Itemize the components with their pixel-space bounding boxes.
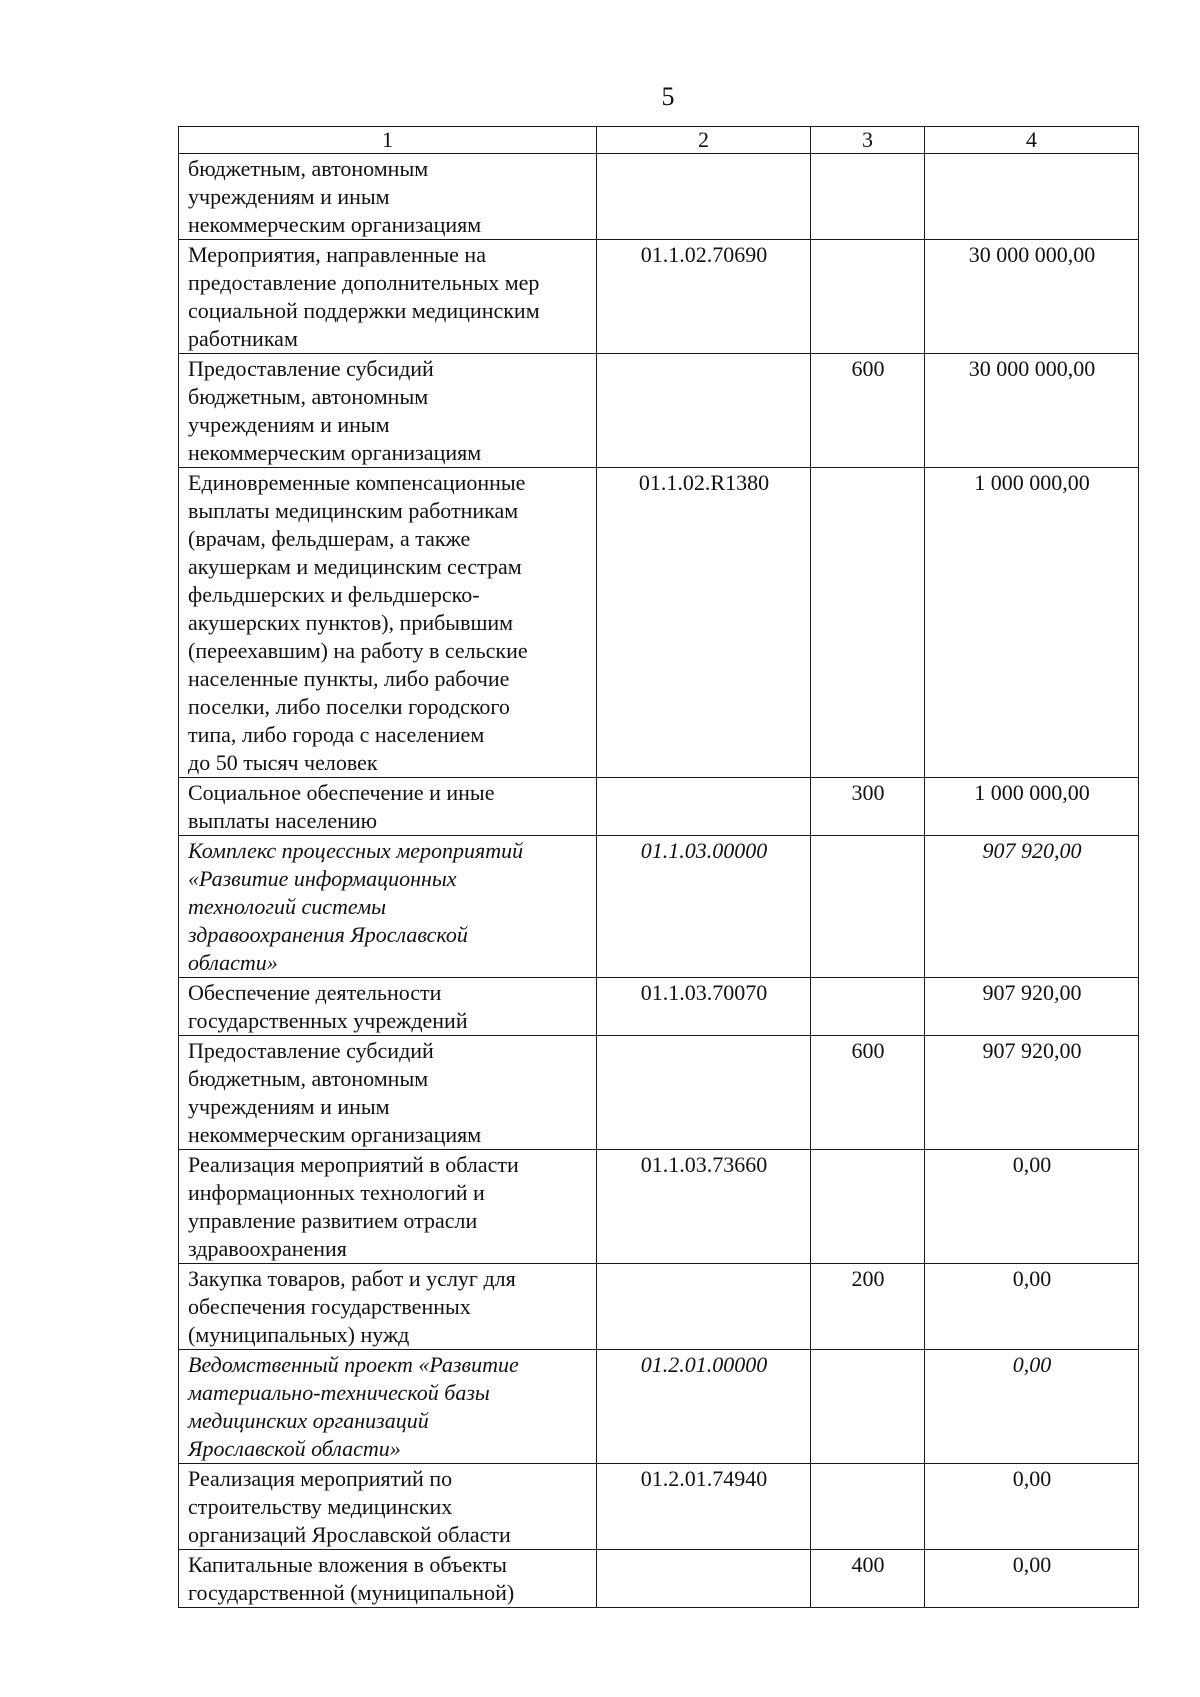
column-header-4: 4 (925, 127, 1139, 154)
budget-table (178, 126, 1139, 1608)
row-amount-cell: 0,00 (925, 1550, 1139, 1608)
row-group-cell (811, 240, 925, 354)
row-amount-cell: 0,00 (925, 1464, 1139, 1550)
row-name-cell: Капитальные вложения в объекты государственной (муниципальной) (179, 1550, 597, 1608)
row-name-cell: Социальное обеспечение и иные выплаты населению (179, 778, 597, 836)
table-row (179, 1264, 1139, 1350)
row-name-cell: Ведомственный проект «Развитие материально-технической базы медицинских организаций Ярославской области» (179, 1350, 597, 1464)
table-row (179, 1550, 1139, 1608)
column-header-3: 3 (811, 127, 925, 154)
row-name-cell: Обеспечение деятельности государственных учреждений (179, 978, 597, 1036)
row-amount-cell: 907 920,00 (925, 1036, 1139, 1150)
row-code-cell (597, 354, 811, 468)
column-header-2: 2 (597, 127, 811, 154)
row-name-cell: Комплекс процессных мероприятий «Развитие информационных технологий системы здравоохранения Ярославской области» (179, 836, 597, 978)
row-amount-cell: 907 920,00 (925, 836, 1139, 978)
table-row (179, 778, 1139, 836)
row-group-cell (811, 1464, 925, 1550)
row-code-cell (597, 778, 811, 836)
table-row (179, 978, 1139, 1036)
row-code-cell: 01.1.02.70690 (597, 240, 811, 354)
row-code-cell (597, 1550, 811, 1608)
table-row (179, 154, 1139, 240)
row-name-cell: Реализация мероприятий по строительству медицинских организаций Ярославской области (179, 1464, 597, 1550)
row-amount-cell: 907 920,00 (925, 978, 1139, 1036)
row-amount-cell: 0,00 (925, 1150, 1139, 1264)
row-name-cell: Предоставление субсидий бюджетным, автономным учреждениям и иным некоммерческим организациям (179, 1036, 597, 1150)
table-row (179, 836, 1139, 978)
row-code-cell: 01.2.01.74940 (597, 1464, 811, 1550)
row-amount-cell: 1 000 000,00 (925, 468, 1139, 778)
row-group-cell: 300 (811, 778, 925, 836)
table-header-row (179, 127, 1139, 154)
row-group-cell (811, 154, 925, 240)
table-row (179, 468, 1139, 778)
row-code-cell: 01.2.01.00000 (597, 1350, 811, 1464)
column-header-1: 1 (179, 127, 597, 154)
row-name-cell: Предоставление субсидий бюджетным, автономным учреждениям и иным некоммерческим организациям (179, 354, 597, 468)
row-group-cell (811, 1350, 925, 1464)
table-row (179, 1150, 1139, 1264)
row-group-cell: 200 (811, 1264, 925, 1350)
row-name-cell: бюджетным, автономным учреждениям и иным некоммерческим организациям (179, 154, 597, 240)
row-code-cell (597, 1036, 811, 1150)
row-code-cell: 01.1.03.70070 (597, 978, 811, 1036)
row-name-cell: Закупка товаров, работ и услуг для обеспечения государственных (муниципальных) нужд (179, 1264, 597, 1350)
table-row (179, 354, 1139, 468)
row-code-cell: 01.1.03.00000 (597, 836, 811, 978)
row-amount-cell: 30 000 000,00 (925, 240, 1139, 354)
row-amount-cell (925, 154, 1139, 240)
row-name-cell: Реализация мероприятий в области информационных технологий и управление развитием отрасли здравоохранения (179, 1150, 597, 1264)
row-amount-cell: 30 000 000,00 (925, 354, 1139, 468)
row-group-cell: 400 (811, 1550, 925, 1608)
row-group-cell (811, 836, 925, 978)
row-code-cell: 01.1.03.73660 (597, 1150, 811, 1264)
row-code-cell (597, 154, 811, 240)
row-amount-cell: 0,00 (925, 1350, 1139, 1464)
table-body (179, 154, 1139, 1608)
row-group-cell: 600 (811, 354, 925, 468)
table-row (179, 240, 1139, 354)
page-number: 5 (661, 82, 675, 111)
row-code-cell (597, 1264, 811, 1350)
row-name-cell: Мероприятия, направленные на предоставление дополнительных мер социальной поддержки медицинским работникам (179, 240, 597, 354)
table-row (179, 1350, 1139, 1464)
row-group-cell (811, 978, 925, 1036)
row-code-cell: 01.1.02.R1380 (597, 468, 811, 778)
row-group-cell (811, 1150, 925, 1264)
table-row (179, 1464, 1139, 1550)
row-amount-cell: 1 000 000,00 (925, 778, 1139, 836)
row-group-cell: 600 (811, 1036, 925, 1150)
table-row (179, 1036, 1139, 1150)
row-group-cell (811, 468, 925, 778)
row-name-cell: Единовременные компенсационные выплаты медицинским работникам (врачам, фельдшерам, а также акушеркам и медицинским сестрам фельдшерских и фельдшерско- акушерских пунктов), прибывшим (переехавшим) на работу в сельские населенные пункты, либо рабочие поселки, либо поселки городского типа, либо города с населением до 50 тысяч человек (179, 468, 597, 778)
row-amount-cell: 0,00 (925, 1264, 1139, 1350)
